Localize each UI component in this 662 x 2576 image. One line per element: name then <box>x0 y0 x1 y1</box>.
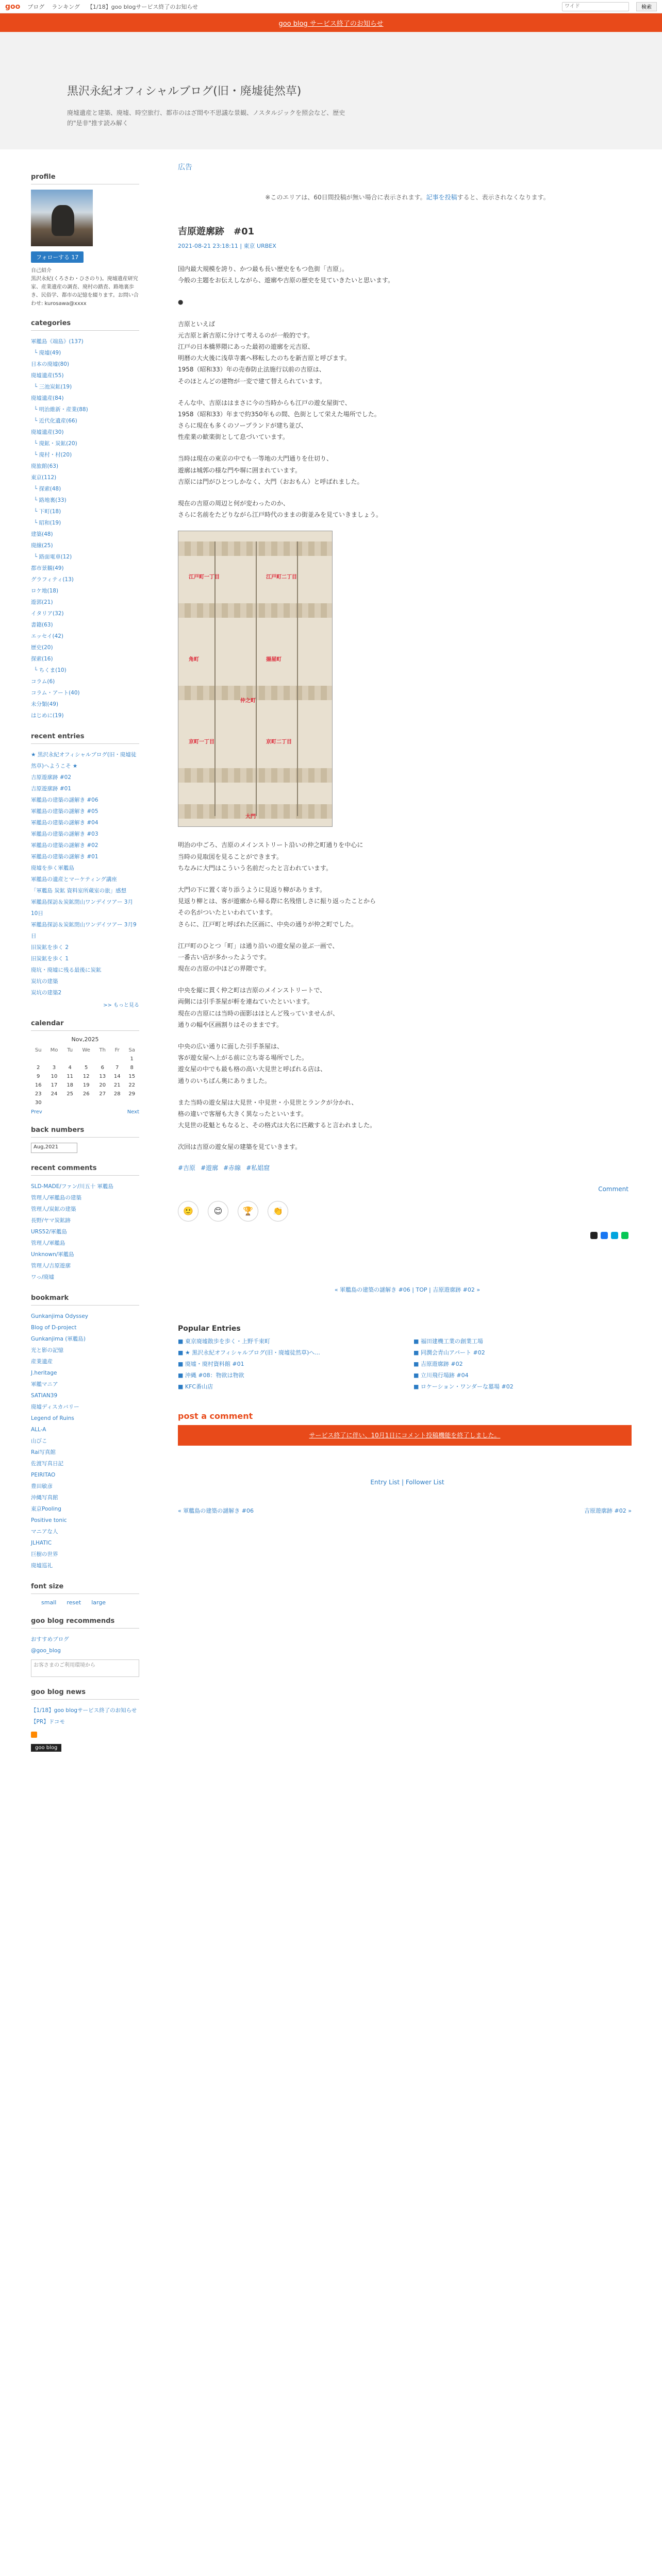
category-item[interactable]: ロケ地(18) <box>31 588 59 594</box>
calendar-day: 21 <box>113 1082 121 1088</box>
news-title: goo blog news <box>31 1688 139 1700</box>
bookmark-item[interactable]: 軍艦マニア <box>31 1381 58 1387</box>
hatena-share-icon[interactable] <box>611 1232 618 1239</box>
recommends-title: goo blog recommends <box>31 1617 139 1629</box>
news-item[interactable]: 【PR】ドコモ <box>31 1719 65 1725</box>
bookmark-list <box>31 1311 139 1571</box>
map-label: 江戸町二丁目 <box>266 574 297 581</box>
map-street <box>214 541 216 816</box>
entry-paragraph: 吉原といえば 元吉原と新吉原に分けて考えるのが一般的です。 江戸の日本橋界隈にあった最初の遊廓を元吉原、 明暦の大火後に浅草寺裏へ移転したのちを新吉原と呼びます。 1958（昭和33）年の売春防止法施行以前の吉原は、 そのほとんどの建物が一変で建て替えられています。 <box>178 320 351 385</box>
calendar-weekday: Fr <box>114 1047 120 1053</box>
bookmark-item[interactable]: Legend of Ruins <box>31 1415 74 1421</box>
calendar-weekday: Th <box>99 1047 106 1053</box>
calendar-day <box>31 1055 45 1063</box>
category-item[interactable]: グラフィティ(13) <box>31 577 74 583</box>
post-comment-title: post a comment <box>178 1411 253 1421</box>
bookmark-title: bookmark <box>31 1294 139 1306</box>
recent-entry-item[interactable]: 軍艦島の遺産とマーケティング講座 <box>31 876 117 883</box>
calendar-day: 9 <box>37 1074 40 1079</box>
entry-body <box>178 263 637 520</box>
comment-list <box>31 1181 139 1283</box>
calendar-weekday: Mo <box>50 1047 58 1053</box>
category-item[interactable]: 書籍(63) <box>31 622 53 628</box>
calendar-day: 13 <box>99 1074 106 1079</box>
calendar-day: 6 <box>101 1065 104 1071</box>
category-item[interactable]: └ 探索(48) <box>34 486 61 492</box>
category-item[interactable]: └ 下町(18) <box>34 509 61 515</box>
recent-entry-item[interactable]: 軍艦島の建築の謎解き #05 <box>31 808 98 815</box>
popular-entry[interactable]: ■ KFC番山店 <box>178 1383 213 1390</box>
calendar-day <box>45 1055 62 1063</box>
bookmark-item[interactable]: Gunkanjima Odyssey <box>31 1313 89 1319</box>
recent-entry-item[interactable]: 「軍艦島 炭鉱 資料室所蔵室の旅」感想 <box>31 888 127 894</box>
calendar-day: 28 <box>113 1091 121 1097</box>
reaction-buttons <box>178 1201 637 1222</box>
popular-entry[interactable]: ■ ロケーション・ワンダーな墓場 #02 <box>413 1383 514 1390</box>
calendar-day: 17 <box>51 1082 58 1088</box>
recent-entry-item[interactable]: 軍艦島の建築の謎解き #06 <box>31 797 98 803</box>
calendar-day: 15 <box>128 1074 136 1079</box>
calendar-title: calendar <box>31 1020 139 1031</box>
news-item[interactable]: 【1/18】goo blogサービス終了のお知らせ <box>31 1707 137 1714</box>
line-share-icon[interactable] <box>621 1232 628 1239</box>
recent-comment-item[interactable]: 管理人/軍艦島の建築 <box>31 1195 82 1201</box>
calendar-day: 22 <box>128 1082 136 1088</box>
entry-pager[interactable]: « 軍艦島の建築の謎解き #06 | TOP | 吉原遊廓跡 #02 » <box>334 1286 481 1293</box>
category-item[interactable]: └ 廃墟(49) <box>34 350 61 356</box>
category-item[interactable]: エッセイ(42) <box>31 633 64 639</box>
category-item[interactable]: コラム(6) <box>31 679 55 685</box>
search-button[interactable]: 検索 <box>636 2 657 11</box>
calendar-day: 5 <box>85 1065 88 1071</box>
map-street <box>256 541 257 816</box>
category-item[interactable]: 未分類(49) <box>31 701 59 707</box>
recent-entry-item[interactable]: 軍艦島の建築の謎解き #04 <box>31 820 98 826</box>
profile-avatar[interactable] <box>31 190 93 246</box>
recent-entry-item[interactable]: 軍艦島の建築の謎解き #02 <box>31 842 98 849</box>
calendar-day: 19 <box>82 1082 90 1088</box>
reaction-icon[interactable]: 🏆 <box>238 1201 258 1222</box>
calendar-day: 1 <box>130 1056 134 1062</box>
calendar-day <box>110 1055 124 1063</box>
tag-link[interactable]: #赤線 <box>223 1164 241 1172</box>
reco-box: お客さまのご利用環境から <box>31 1659 139 1677</box>
category-item[interactable]: 廃線(25) <box>31 543 53 549</box>
tag-link[interactable]: #私娼窟 <box>246 1164 270 1172</box>
bookmark-item[interactable]: SATIAN39 <box>31 1393 58 1399</box>
entry-paragraph: また当時の遊女屋は大見世・中見世・小見世とランクが分かれ、 格の違いで客層も大きく異なったといいます。 大見世の花魁ともなると、その格式は大名に匹敵すると言われました。 <box>178 1098 376 1129</box>
recent-entry-item[interactable]: 炭坑の建築 <box>31 978 58 985</box>
calendar-weekday: Su <box>35 1047 42 1053</box>
tag-list <box>178 1163 637 1172</box>
recent-entry-item[interactable]: ★ 黒沢永紀オフィシャルブログ(旧・廃墟徒然草)へようこそ ★ <box>31 752 137 769</box>
calendar-day <box>62 1055 77 1063</box>
bookmark-item[interactable]: 廃墟巡礼 <box>31 1563 53 1569</box>
entry-paragraph: 現在の吉原の周辺と何が変わったのか、 さらに名前をたどりながら江戸時代のままの街並みを見ていきましょう。 <box>178 500 383 519</box>
recent-entry-item[interactable]: 軍艦島の建築の謎解き #03 <box>31 831 98 837</box>
ad-note <box>178 193 637 201</box>
entry-paragraph: 中央の広い通りに面した引手茶屋は、 客が遊女屋へ上がる前に立ち寄る場所でした。 遊女屋の中でも最も格の高い大見世と呼ばれる店は、 通りのいちばん奥にありました。 <box>178 1043 327 1084</box>
category-item[interactable]: 廃墟遺産(55) <box>31 372 64 379</box>
map-label: 角町 <box>189 657 199 663</box>
popular-entry[interactable]: ■ 沖縄 #08：物欲は物欲 <box>178 1371 244 1379</box>
global-link-blog[interactable]: ブログ <box>27 3 45 10</box>
entry-body-2 <box>178 839 637 1153</box>
bird-silhouette <box>52 205 74 236</box>
calendar-day <box>45 1098 62 1107</box>
goo-logo[interactable]: goo <box>5 2 21 11</box>
rss-icon[interactable] <box>31 1732 37 1738</box>
recent-comment-item[interactable]: 管理人/吉原遊廓 <box>31 1263 71 1269</box>
recent-entry-item[interactable]: 旧炭鉱を歩く 1 <box>31 956 69 962</box>
fontsize-reset[interactable]: reset <box>67 1599 81 1606</box>
bookmark-item[interactable]: 光と影の記憶 <box>31 1347 63 1353</box>
recent-comment-item[interactable]: Unknown/軍艦島 <box>31 1251 74 1258</box>
main-column <box>178 162 637 1752</box>
category-item[interactable]: 探索(16) <box>31 656 53 662</box>
comments-title: recent comments <box>31 1164 139 1176</box>
calendar-table <box>31 1046 139 1107</box>
profile-text: 自己紹介 黒沢永紀(くろさわ・ひさのり)。廃墟遺産研究家、産業遺産の調査、廃村の踏査、路地裏歩き、民俗学、都市の記憶を綴ります。お問い合わせ: kurosawa@xxxx <box>31 268 139 307</box>
calendar-day: 2 <box>37 1065 40 1071</box>
recent-title: recent entries <box>31 733 139 744</box>
bookmark-item[interactable]: JLHATIC <box>31 1540 52 1546</box>
reco-item[interactable]: @goo_blog <box>31 1648 61 1654</box>
fontsize-small[interactable]: small <box>41 1599 57 1606</box>
map-label: 大門 <box>245 814 256 820</box>
category-item[interactable]: └ 近代化遺産(66) <box>34 418 77 424</box>
popular-title: Popular Entries <box>178 1324 241 1333</box>
bookmark-item[interactable]: マニアな人 <box>31 1529 58 1535</box>
category-item[interactable]: └ 廃鉱・炭鉱(20) <box>34 440 77 447</box>
bookmark-item[interactable]: ALL-A <box>31 1427 46 1433</box>
calendar-day <box>124 1098 139 1107</box>
recent-comment-item[interactable]: 管理人/軍艦島 <box>31 1240 65 1246</box>
calendar-prev[interactable]: Prev <box>31 1109 42 1115</box>
calendar-day <box>95 1055 110 1063</box>
service-end-notice[interactable] <box>0 13 662 32</box>
map-label: 京町一丁目 <box>189 739 214 745</box>
popular-entry[interactable]: ■ 同潤会青山アパート #02 <box>413 1349 485 1356</box>
popular-entry[interactable]: ■ 吉原遊廓跡 #02 <box>413 1360 463 1367</box>
category-item[interactable]: コラム・アート(40) <box>31 690 80 696</box>
notice-link[interactable]: goo blog サービス終了のお知らせ <box>278 20 384 28</box>
facebook-share-icon[interactable] <box>601 1232 608 1239</box>
calendar-day: 14 <box>113 1074 121 1079</box>
entry-paragraph: 大門の下に置く寄り添うように見返り柳があります。 見返り柳とは、客が遊廓から帰る際に名残惜しさに振り返ったことから その名がついたといわれています。 さらに、江戸町と呼ばれた区画に、中央の通りが仲之町でした。 <box>178 886 376 928</box>
page-body <box>0 149 662 1752</box>
blog-description: 廃墟遺産と建築、廃墟、時空旅行、都市のはざ間や不思議な景観、ノスタルジックを照会など、歴史的"是非"推す読み解く <box>67 109 345 127</box>
map-label: 京町二丁目 <box>266 739 292 745</box>
calendar-weekday: Tu <box>67 1047 73 1053</box>
category-item[interactable]: 東京(112) <box>31 474 57 481</box>
category-list <box>31 336 139 721</box>
recent-comment-item[interactable]: 長野/ヤマ炭鉱跡 <box>31 1217 71 1224</box>
global-link-notice[interactable]: 【1/18】goo blogサービス終了のお知らせ <box>87 3 198 10</box>
category-item[interactable]: └ ちくま(10) <box>34 667 67 673</box>
calendar-day: 24 <box>51 1091 58 1097</box>
ad-label: 広告 <box>178 163 192 172</box>
recent-list <box>31 749 139 998</box>
bookmark-item[interactable]: 豊田敏彦 <box>31 1483 53 1489</box>
entry-paragraph: 江戸町のひとつ「町」は通り沿いの遊女屋の並ぶ一画で、 一番古い店が多かったようです。 現在の吉原の中ほどの界隈です。 <box>178 942 339 973</box>
bookmark-item[interactable]: 沖縄写真館 <box>31 1495 58 1501</box>
ad-note-link[interactable]: 記事を投稿 <box>426 194 457 201</box>
popular-entry[interactable]: ■ 福田建機工業の創業工場 <box>413 1337 483 1345</box>
calendar-day <box>77 1098 95 1107</box>
map-label: 揚屋町 <box>266 657 282 663</box>
bookmark-item[interactable]: 山びこ <box>31 1438 47 1444</box>
calendar-day <box>62 1098 77 1107</box>
entry-meta[interactable]: 2021-08-21 23:18:11 | 東京 URBEX <box>178 243 276 249</box>
popular-entry[interactable]: ■ 立川飛行場跡 #04 <box>413 1371 469 1379</box>
entry-paragraph: 明治の中ごろ、吉原のメインストリート沿いの仲之町通りを中心に 当時の見取図を見ることができます。 ちなみに大門はこういう名前だったと言われています。 <box>178 841 363 872</box>
category-item[interactable]: └ 路地裏(33) <box>34 497 67 503</box>
reaction-icon[interactable]: 🙂 <box>178 1201 198 1222</box>
calendar-day: 11 <box>67 1074 74 1079</box>
entry-paragraph: 当時は現在の東京の中でも一等地の大門通りを仕切り、 遊廓は城郭の様な門や塀に囲まれています。 吉原には門がひとつしかなく、大門（おおもん）と呼ばれました。 <box>178 455 363 485</box>
recent-comment-item[interactable]: SLD-MADE/ファン/川五十 軍艦島 <box>31 1183 114 1190</box>
blog-header <box>0 32 662 149</box>
bookmark-item[interactable]: Positive tonic <box>31 1517 67 1523</box>
category-item[interactable]: 歴史(20) <box>31 645 53 651</box>
map-block <box>178 541 332 556</box>
profile-title: profile <box>31 173 139 184</box>
calendar-day: 23 <box>35 1091 42 1097</box>
map-label: 仲之町 <box>240 698 256 704</box>
recent-entry-item[interactable]: 軍艦島探訪＆炭鉱閉山ワンデイツアー 3月10日 <box>31 899 133 917</box>
calendar-day: 4 <box>68 1065 72 1071</box>
calendar-day <box>77 1055 95 1063</box>
follow-button[interactable]: フォローする 17 <box>31 251 84 263</box>
bookmark-item[interactable]: J.heritage <box>31 1370 57 1376</box>
popular-entry[interactable]: ■ 廃墟・廃村資料館 #01 <box>178 1360 244 1367</box>
sidebar <box>0 162 178 1752</box>
entry-paragraph: ● <box>178 298 184 306</box>
categories-title: categories <box>31 319 139 331</box>
bookmark-item[interactable]: Gunkanjima (軍艦島) <box>31 1336 86 1342</box>
ad-note-text: ※このエリアは、60日間投稿が無い場合に表示されます。 <box>265 194 426 201</box>
yoshiwara-map-image <box>178 531 333 827</box>
backnumber-title: back numbers <box>31 1126 139 1138</box>
bookmark-item[interactable]: 佐渡写真日記 <box>31 1461 63 1467</box>
recent-entry-item[interactable]: 廃墟を歩く軍艦島 <box>31 865 74 871</box>
calendar-day: 12 <box>82 1074 90 1079</box>
category-item[interactable]: 軍艦島《端島》(137) <box>31 338 84 345</box>
calendar-day: 16 <box>35 1082 42 1088</box>
calendar-day: 20 <box>99 1082 106 1088</box>
recent-comment-item[interactable]: 管理人/炭鉱の建築 <box>31 1206 76 1212</box>
popular-list <box>178 1337 637 1391</box>
category-item[interactable]: イタリア(32) <box>31 611 64 617</box>
calendar-day: 7 <box>115 1065 119 1071</box>
map-block <box>178 603 332 618</box>
category-item[interactable]: はじめに(19) <box>31 713 64 719</box>
category-item[interactable]: 廃旅館(63) <box>31 463 59 469</box>
entry-title[interactable]: 吉原遊廓跡 #01 <box>178 226 255 237</box>
category-item[interactable]: 廃墟遺産(84) <box>31 395 64 401</box>
calendar-day: 18 <box>67 1082 74 1088</box>
entry-list-links[interactable]: Entry List | Follower List <box>370 1478 444 1486</box>
calendar-day: 29 <box>128 1091 136 1097</box>
entry-paragraph: 国内最大規模を誇り、かつ最も長い歴史をもつ色街「吉原」。 今般の主題をお伝えしながら、遊廓や吉原の歴史を見ていきたいと思います。 <box>178 265 394 284</box>
calendar-month: Nov,2025 <box>71 1036 99 1043</box>
reco-item[interactable]: おすすめブログ <box>31 1636 69 1642</box>
category-item[interactable]: └ 廃村・村(20) <box>34 452 72 458</box>
recent-entry-item[interactable]: 軍艦島の建築の謎解き #01 <box>31 854 98 860</box>
backnumber-select[interactable]: Aug,2021 <box>31 1143 77 1153</box>
category-item[interactable]: └ 路面電車(12) <box>34 554 72 560</box>
category-item[interactable]: └ 明治維新・産業(88) <box>34 406 88 413</box>
tag-link[interactable]: #遊廓 <box>201 1164 219 1172</box>
category-item[interactable]: └ 三池炭鉱(19) <box>34 384 72 390</box>
entry-paragraph: 中央を縦に貫く仲之町は吉原のメインストリートで、 両側には引手茶屋が軒を連ねていたといいます。 現在の吉原には当時の面影はほとんど残っていませんが、 通りの幅や区画割りはそのままです。 <box>178 987 339 1028</box>
x-share-icon[interactable] <box>590 1232 598 1239</box>
recent-comment-item[interactable]: ワっ/廃墟 <box>31 1274 55 1280</box>
fontsize-large[interactable]: large <box>91 1599 106 1606</box>
bookmark-item[interactable]: Rai写真館 <box>31 1449 56 1455</box>
map-label: 江戸町一丁目 <box>189 574 220 581</box>
category-item[interactable]: 建築(48) <box>31 531 53 537</box>
recent-comment-item[interactable]: URS52/軍艦島 <box>31 1229 68 1235</box>
calendar-weekday: We <box>82 1047 90 1053</box>
bottom-prev-link[interactable]: « 軍艦島の建築の謎解き #06 <box>178 1507 254 1514</box>
recent-entry-item[interactable]: 廃坑・廃墟に残る最後に炭鉱 <box>31 967 102 973</box>
bookmark-item[interactable]: 産業遺産 <box>31 1359 53 1365</box>
comment-link[interactable]: Comment <box>598 1185 628 1193</box>
bookmark-item[interactable]: 巨樹の世界 <box>31 1551 58 1557</box>
popular-entry[interactable]: ■ 東京廃墟散歩を歩く・上野千束町 <box>178 1337 270 1345</box>
post-comment-closed-bar[interactable]: サービス終了に伴い、10月1日にコメント投稿機能を終了しました。 <box>178 1425 632 1446</box>
popular-entry[interactable]: ■ ★ 黒沢永紀オフィシャルブログ(旧・廃墟徒然草)へ... <box>178 1349 320 1356</box>
calendar-day: 25 <box>67 1091 74 1097</box>
entry-paragraph: そんな中、吉原ははまさに今の当時からも江戸の遊女屋街で、 1958（昭和33）年まで約350年もの間、色街として栄えた場所でした。 さらに現在も多くのソープランドが建ち並び、 性産業の歓楽街として息づいています。 <box>178 399 380 441</box>
calendar-day: 27 <box>99 1091 106 1097</box>
tag-link[interactable]: #吉原 <box>178 1164 196 1172</box>
recent-entry-item[interactable]: 軍艦島探訪＆炭鉱閉山ワンデイツアー 3月9日 <box>31 922 137 939</box>
global-bar <box>0 0 662 13</box>
calendar-day: 10 <box>51 1074 58 1079</box>
bookmark-item[interactable]: 廃墟ディスカバリー <box>31 1404 79 1410</box>
search-input[interactable] <box>562 2 629 11</box>
category-item[interactable]: 都市景観(49) <box>31 565 64 571</box>
recent-more-link[interactable]: >> もっと見る <box>103 1003 139 1008</box>
reaction-icon[interactable]: 👏 <box>268 1201 288 1222</box>
map-block <box>178 768 332 783</box>
calendar-day: 26 <box>82 1091 90 1097</box>
map-street <box>297 541 298 816</box>
goo-blog-badge[interactable]: goo blog <box>31 1744 61 1752</box>
share-buttons <box>178 1232 637 1239</box>
calendar-day <box>110 1098 124 1107</box>
recent-entry-item[interactable]: 旧炭鉱を歩く 2 <box>31 944 69 951</box>
category-item[interactable]: 廃墟遺産(30) <box>31 429 64 435</box>
category-item[interactable]: 日本の廃墟(80) <box>31 361 70 367</box>
bookmark-item[interactable]: 東京Pooling <box>31 1506 61 1512</box>
recent-entry-item[interactable]: 炭坑の建築2 <box>31 990 62 996</box>
calendar-day: 8 <box>130 1065 134 1071</box>
recent-entry-item[interactable]: 吉原遊廓跡 #01 <box>31 786 71 792</box>
calendar-day: 30 <box>35 1100 42 1106</box>
bookmark-item[interactable]: PEIRITAO <box>31 1472 56 1478</box>
category-item[interactable]: └ 昭和(19) <box>34 520 61 526</box>
calendar-day: 3 <box>52 1065 56 1071</box>
calendar-day <box>95 1098 110 1107</box>
ad-note-text-2: すると、表示されなくなります。 <box>457 194 550 201</box>
calendar-next[interactable]: Next <box>127 1109 139 1115</box>
fontsize-title: font size <box>31 1583 139 1594</box>
bookmark-item[interactable]: Blog of D-project <box>31 1325 77 1331</box>
category-item[interactable]: 遊郭(21) <box>31 599 53 605</box>
blog-title[interactable]: 黒沢永紀オフィシャルブログ(旧・廃墟徒然草) <box>67 85 302 98</box>
recent-entry-item[interactable]: 吉原遊廓跡 #02 <box>31 774 71 781</box>
bottom-next-link[interactable]: 吉原遊廓跡 #02 » <box>584 1507 632 1514</box>
calendar-weekday: Sa <box>128 1047 135 1053</box>
entry-paragraph: 次回は吉原の遊女屋の建築を見ていきます。 <box>178 1143 302 1151</box>
reaction-icon[interactable]: 😊 <box>208 1201 228 1222</box>
global-link-ranking[interactable]: ランキング <box>52 3 80 10</box>
